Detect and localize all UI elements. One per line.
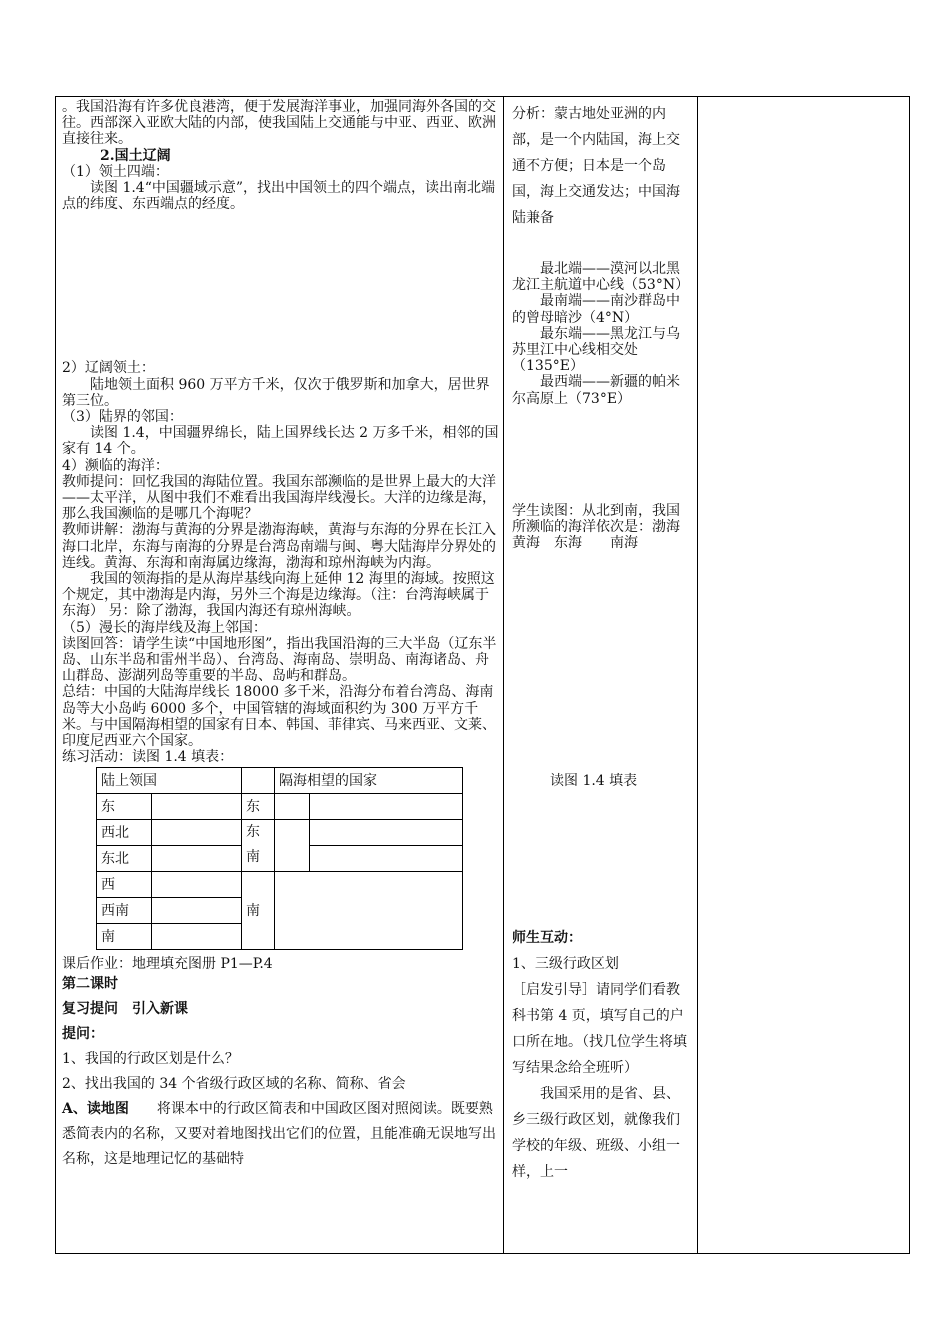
table-cell-blank [152,793,242,819]
table-cell-blank [275,793,310,819]
paragraph-teacher-explain: 教师讲解：渤海与黄海的分界是渤海海峡，黄海与东海的分界在长江入海口北岸，东海与南海的分界是台湾岛南端与闽、粤大陆海岸分界处的连线。黄海、东海和南海属边缘海，渤海和琼州海峡为内海。 [62,522,496,571]
text-read-map: 将课本中的行政区简表和中国政区图对照阅读。既要熟悉简表内的名称，又要对着地图找出它们的位置，且能准确无误地写出名称，这是地理记忆的基础特 [62,1100,496,1167]
paragraph-three-level: 1、三级行政区划 [512,956,619,973]
table-cell-southeast [242,819,275,871]
point-east: 最东端——黑龙江与乌苏里江中心线相交处（135°E） [512,325,680,375]
table-cell-label: 南 [242,871,275,949]
table-cell-blank [152,923,242,949]
paragraph-exercise: 练习活动：读图 1.4 填表： [62,749,234,766]
table-cell-blank [152,845,242,871]
paragraph-coast: 。我国沿海有许多优良港湾，便于发展海洋事业，加强同海外各国的交往。西部深入亚欧大陆的内部，使我国陆上交通能与中亚、西亚、欧洲直接往来。 [62,99,496,148]
table-cell-blank [275,819,310,871]
blank-space [512,407,693,503]
heading-interaction: 师生互动： [512,930,582,947]
table-cell-label: 东 [242,793,275,819]
table-cell [242,767,275,793]
table-cell-blank [310,793,463,819]
subheading-land-neighbors: （3）陆界的邻国： [62,409,183,426]
label-read-map: A、读地图 [62,1100,129,1117]
heading-lesson-two: 第二课时 [62,975,118,992]
paragraph-read-answer: 读图回答：请学生读“中国地形图”，指出我国沿海的三大半岛（辽东半岛、山东半岛和雷州半岛）、台湾岛、海南岛、崇明岛、南海诸岛、舟山群岛、澎湖列岛等重要的半岛、岛屿和群岛。 [62,635,497,685]
question-one: 1、我国的行政区划是什么？ [62,1050,239,1067]
table-cell-label: 南 [97,923,152,949]
paragraph-territorial-sea: 我国的领海指的是从海岸基线向海上延伸 12 海里的海域。按照这个规定，其中渤海是内海，另外三个海是边缘海。（注：台湾海峡属于东海） 另：除了渤海，我国内海还有琼州海峡。 [62,571,495,620]
paragraph-student-read: 学生读图：从北到南，我国所濒临的海洋依次是：渤海 黄海 东海 南海 [512,502,708,552]
table-cell-blank [152,897,242,923]
table-cell-blank [152,871,242,897]
table-cell-blank [310,845,463,871]
paragraph-vast-territory: 陆地领土面积 960 万平方千米，仅次于俄罗斯和加拿大，居世界第三位。 [62,376,490,409]
table-cell-label: 东 [97,793,152,819]
notes-column [698,97,909,1253]
table-cell-label: 西南 [97,897,152,923]
blank-space [512,231,693,261]
table-cell-blank [152,819,242,845]
teaching-content-column [56,97,503,1253]
subheading-four-ends: （1）领土四端： [62,163,169,180]
paragraph-guide: ［启发引导］请同学们看教科书第 4 页，填写自己的户口所在地。（找几位学生将填写结果念给全班听） [512,982,687,1077]
table-header-land: 陆上领国 [97,767,242,793]
table-cell-label: 西 [97,871,152,897]
blank-space [512,551,693,773]
table-cell-label: 西北 [97,819,152,845]
blank-space [62,212,499,360]
table-header-sea: 隔海相望的国家 [275,767,463,793]
point-south: 最南端——南沙群岛中的曾母暗沙（4°N） [512,293,680,326]
paragraph-teacher-question: 教师提问：回忆我国的海陆位置。我国东部濒临的是世界上最大的大洋——太平洋，从图中我们不难看出我国海岸线漫长。大洋的边缘是海，那么我国濒临的是哪几个海呢？ [62,473,496,523]
table-cell-blank [275,871,463,949]
subheading-seas: 4）濒临的海洋： [62,457,169,474]
point-north: 最北端——漠河以北黑龙江主航道中心线（53°N） [512,261,690,294]
student-activity-column [504,97,708,1253]
table-cell-label: 东北 [97,845,152,871]
blank-space [512,789,693,925]
paragraph-summary: 总结：中国的大陆海岸线长 18000 多千米，沿海分布着台湾岛、海南岛等大小岛屿 6000 多个，中国管辖的海域面积约为 300 万平方千米。与中国隔海相望的国家有日本、韩国、菲律宾、马来西亚、文莱、印度尼西亚六个国家。 [62,684,496,750]
label-fill-table: 读图 1.4 填表 [550,773,638,790]
heading-ask: 提问： [62,1025,104,1042]
table-cell-label: 南 [246,849,260,865]
paragraph-four-ends: 读图 1.4“中国疆域示意”，找出中国领土的四个端点，读出南北端点的纬度、东西端点的经度。 [62,180,496,213]
paragraph-homework: 课后作业：地理填充图册 P1—P.4 [62,955,273,972]
paragraph-levels: 我国采用的是省、县、乡三级行政区划，就像我们学校的年级、班级、小组一样，上一 [512,1086,680,1181]
table-cell-label: 东 [246,824,260,840]
question-two: 2、找出我国的 34 个省级行政区域的名称、简称、省会 [62,1075,406,1092]
heading-review: 复习提问 引入新课 [62,1000,188,1017]
lesson-plan-table [55,96,910,1254]
neighbors-fill-table [96,767,463,950]
subheading-vast-territory: 2）辽阔领土： [62,360,155,377]
paragraph-land-neighbors: 读图 1.4，中国疆界绵长，陆上国界线长达 2 万多千米，相邻的国家有 14 个。 [62,425,499,458]
point-west: 最西端——新疆的帕米尔高原上（73°E） [512,374,680,407]
paragraph-analysis: 分析：蒙古地处亚洲的内部，是一个内陆国，海上交通不方便；日本是一个岛国，海上交通发达；中国海陆兼备 [512,106,680,226]
paragraph-read-map [62,1097,499,1172]
subheading-coastline: （5）漫长的海岸线及海上邻国： [62,619,267,636]
heading-territory: 2.国土辽阔 [100,147,171,164]
table-cell-blank [310,819,463,845]
